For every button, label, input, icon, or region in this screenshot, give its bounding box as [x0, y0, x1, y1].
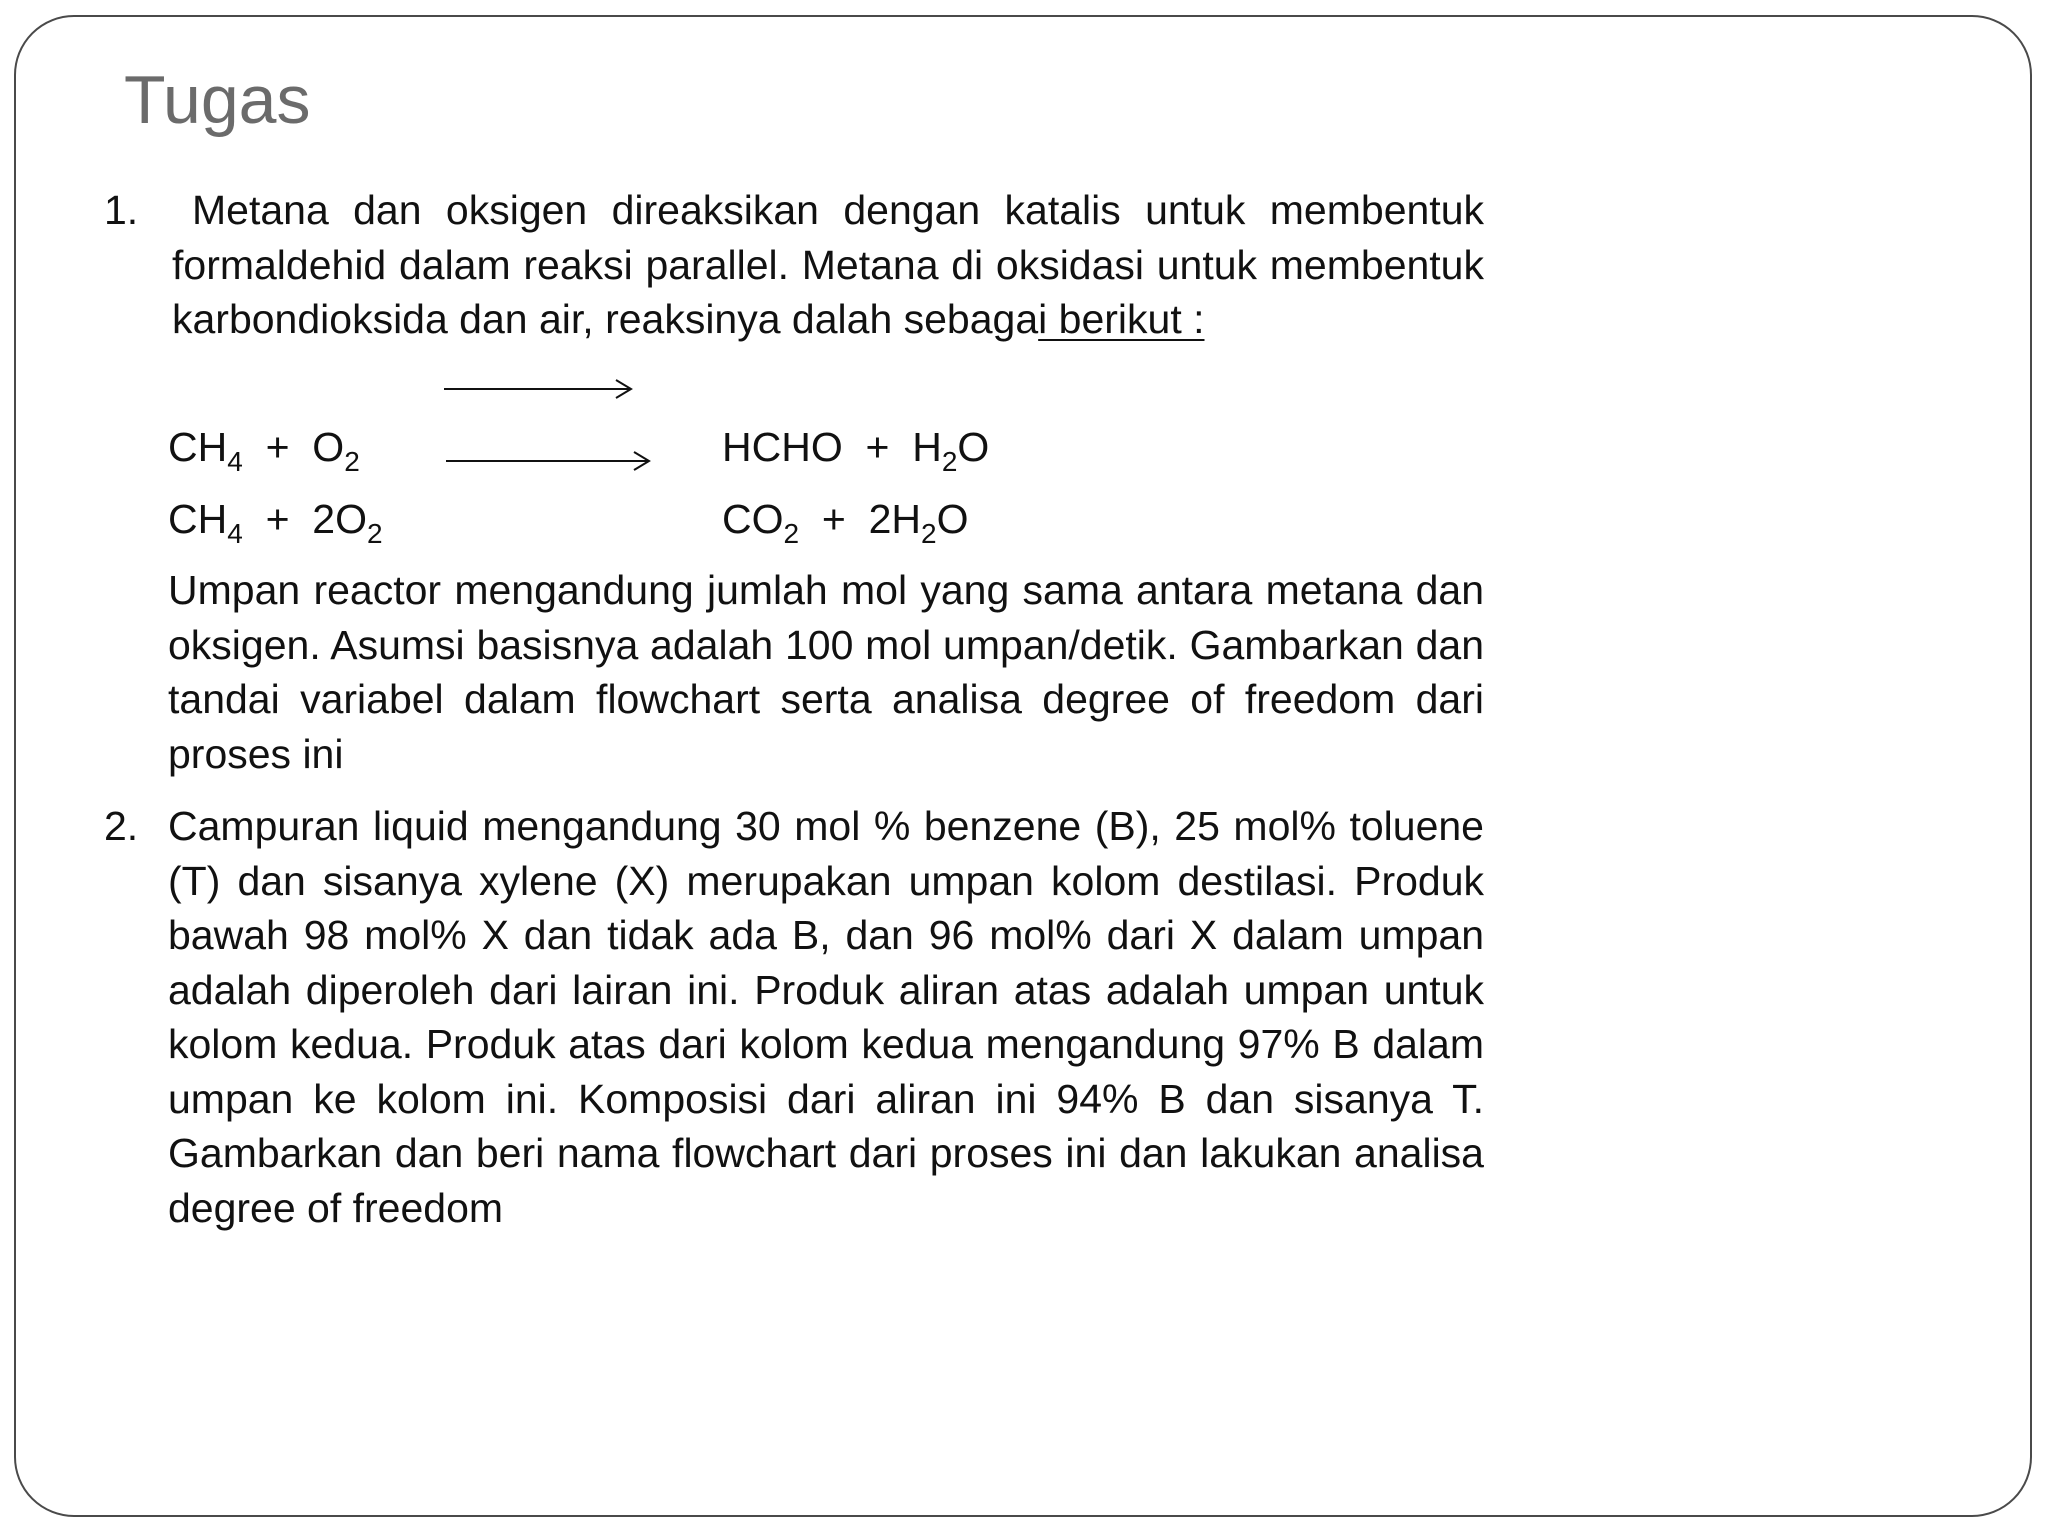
equation-row-1 — [168, 420, 1168, 477]
equation-2-reactants — [168, 492, 383, 549]
eq1-rhs-part: O — [957, 424, 990, 470]
eq1-rhs-part: HCHO + H — [722, 424, 942, 470]
eq2-lhs-part: CH — [168, 496, 228, 542]
eq2-rhs-part: CO — [722, 496, 784, 542]
equation-1-products — [722, 420, 990, 477]
eq1-lhs-part: CH — [168, 424, 228, 470]
eq2-rhs-sub: 2 — [921, 518, 937, 549]
equation-1-reactants — [168, 420, 360, 477]
underline-arrow-icon — [444, 378, 634, 400]
task-item-1 — [104, 183, 1484, 347]
slide-title: Tugas — [124, 62, 311, 138]
task-1-paragraph — [172, 183, 1484, 347]
eq2-rhs-part: + 2H — [799, 496, 921, 542]
reaction-arrow-icon — [446, 450, 652, 472]
eq2-lhs-part: + 2O — [242, 496, 367, 542]
eq2-rhs-sub: 2 — [783, 518, 800, 549]
task-number-2: 2. — [104, 803, 139, 849]
task-1-underlined-text: i berikut : — [1038, 296, 1205, 342]
task-2-paragraph: Campuran liquid mengandung 30 mol % benzene (B), 25 mol% toluene (T) dan sisanya xylene (X) merupakan umpan kolom destilasi. Produk bawah 98 mol% X dan tidak ada B, dan 96 mol% dari X dalam umpan adalah diperoleh dari lairan ini. Produk aliran atas adalah umpan untuk kolom kedua. Produk atas dari kolom kedua mengandung 97% B dalam umpan ke kolom ini. Komposisi dari aliran ini 94% B dan sisanya T. Gambarkan dan beri nama flowchart dari proses ini dan lakukan analisa degree of freedom — [168, 803, 1484, 1231]
eq2-rhs-part: O — [936, 496, 969, 542]
task-number-1: 1. — [104, 187, 139, 233]
task-1-text: Metana dan oksigen direaksikan dengan katalis untuk membentuk formaldehid dalam reaksi parallel. Metana di oksidasi untuk membentuk karbondioksida dan air, reaksinya dalah sebaga — [172, 187, 1484, 342]
eq2-lhs-sub: 4 — [227, 518, 243, 549]
eq1-rhs-sub: 2 — [941, 446, 958, 477]
eq2-lhs-sub: 2 — [367, 518, 383, 549]
task-1-feed-paragraph: Umpan reactor mengandung jumlah mol yang sama antara metana dan oksigen. Asumsi basisnya adalah 100 mol umpan/detik. Gambarkan dan tandai variabel dalam flowchart serta analisa degree of freedom dari proses ini — [168, 567, 1484, 777]
eq1-lhs-part: + O — [242, 424, 345, 470]
eq1-lhs-sub: 4 — [227, 446, 243, 477]
task-item-2 — [104, 799, 1484, 1235]
equation-2-products — [722, 492, 969, 549]
equation-row-2 — [168, 492, 1168, 549]
eq1-lhs-sub: 2 — [344, 446, 360, 477]
